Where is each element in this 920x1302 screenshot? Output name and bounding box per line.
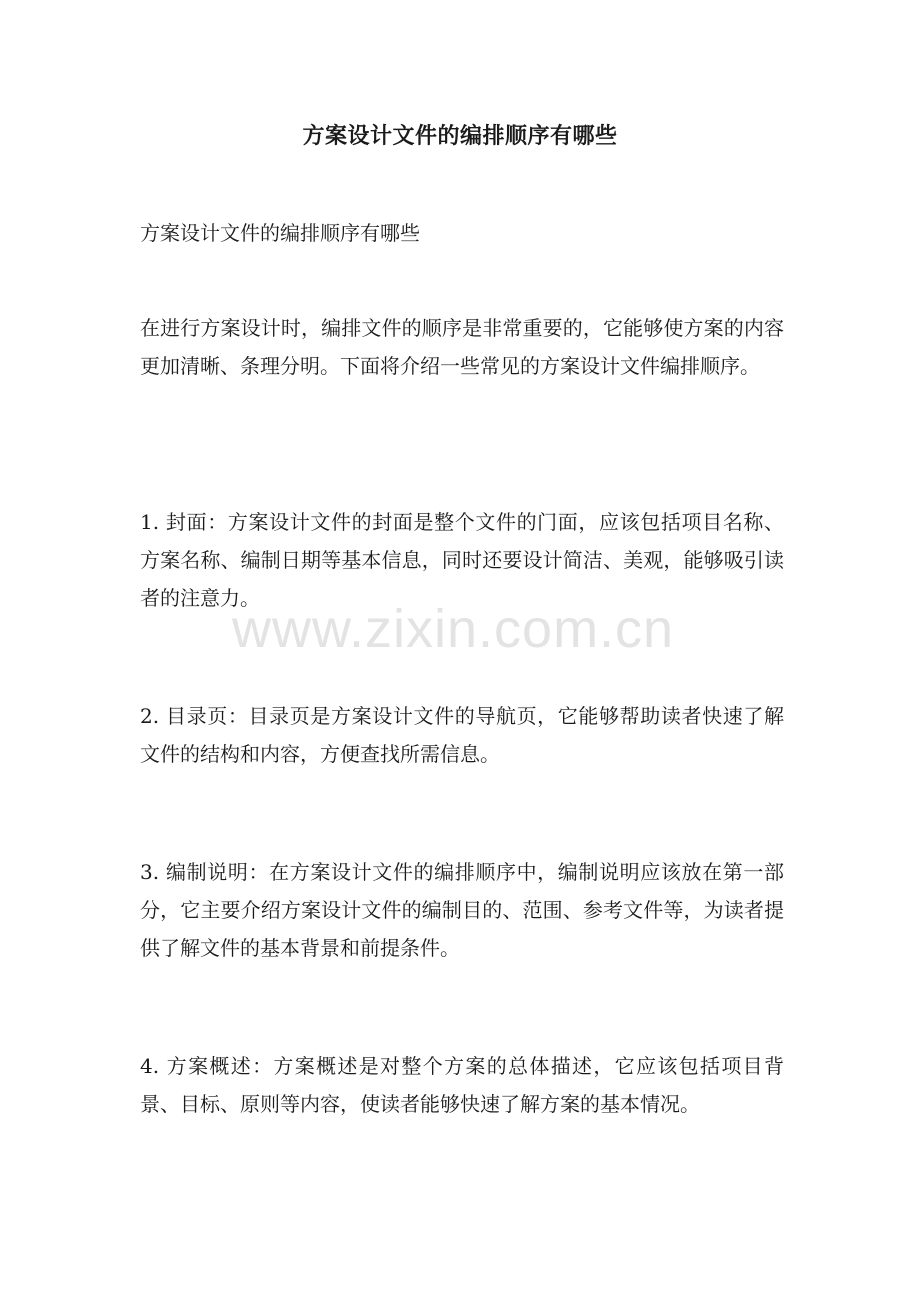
watermark: www.zixin.com.cn: [232, 599, 675, 659]
list-item-overview: 4. 方案概述：方案概述是对整个方案的总体描述，它应该包括项目背景、目标、原则等内容，使读者能够快速了解方案的基本情况。: [140, 1054, 784, 1116]
list-item-cover: 1. 封面：方案设计文件的封面是整个文件的门面，应该包括项目名称、方案名称、编制日期等基本信息，同时还要设计简洁、美观，能够吸引读者的注意力。: [140, 510, 784, 610]
list-item-table-of-contents: 2. 目录页：目录页是方案设计文件的导航页，它能够帮助读者快速了解文件的结构和内容，方便查找所需信息。: [140, 704, 784, 766]
list-item-preparation-notes: 3. 编制说明：在方案设计文件的编排顺序中，编制说明应该放在第一部分，它主要介绍方案设计文件的编制目的、范围、参考文件等，为读者提供了解文件的基本背景和前提条件。: [140, 860, 784, 960]
intro-paragraph: 在进行方案设计时，编排文件的顺序是非常重要的，它能够使方案的内容更加清晰、条理分明。下面将介绍一些常见的方案设计文件编排顺序。: [140, 316, 784, 378]
document-subtitle: 方案设计文件的编排顺序有哪些: [140, 221, 420, 245]
document-title: 方案设计文件的编排顺序有哪些: [302, 123, 618, 149]
